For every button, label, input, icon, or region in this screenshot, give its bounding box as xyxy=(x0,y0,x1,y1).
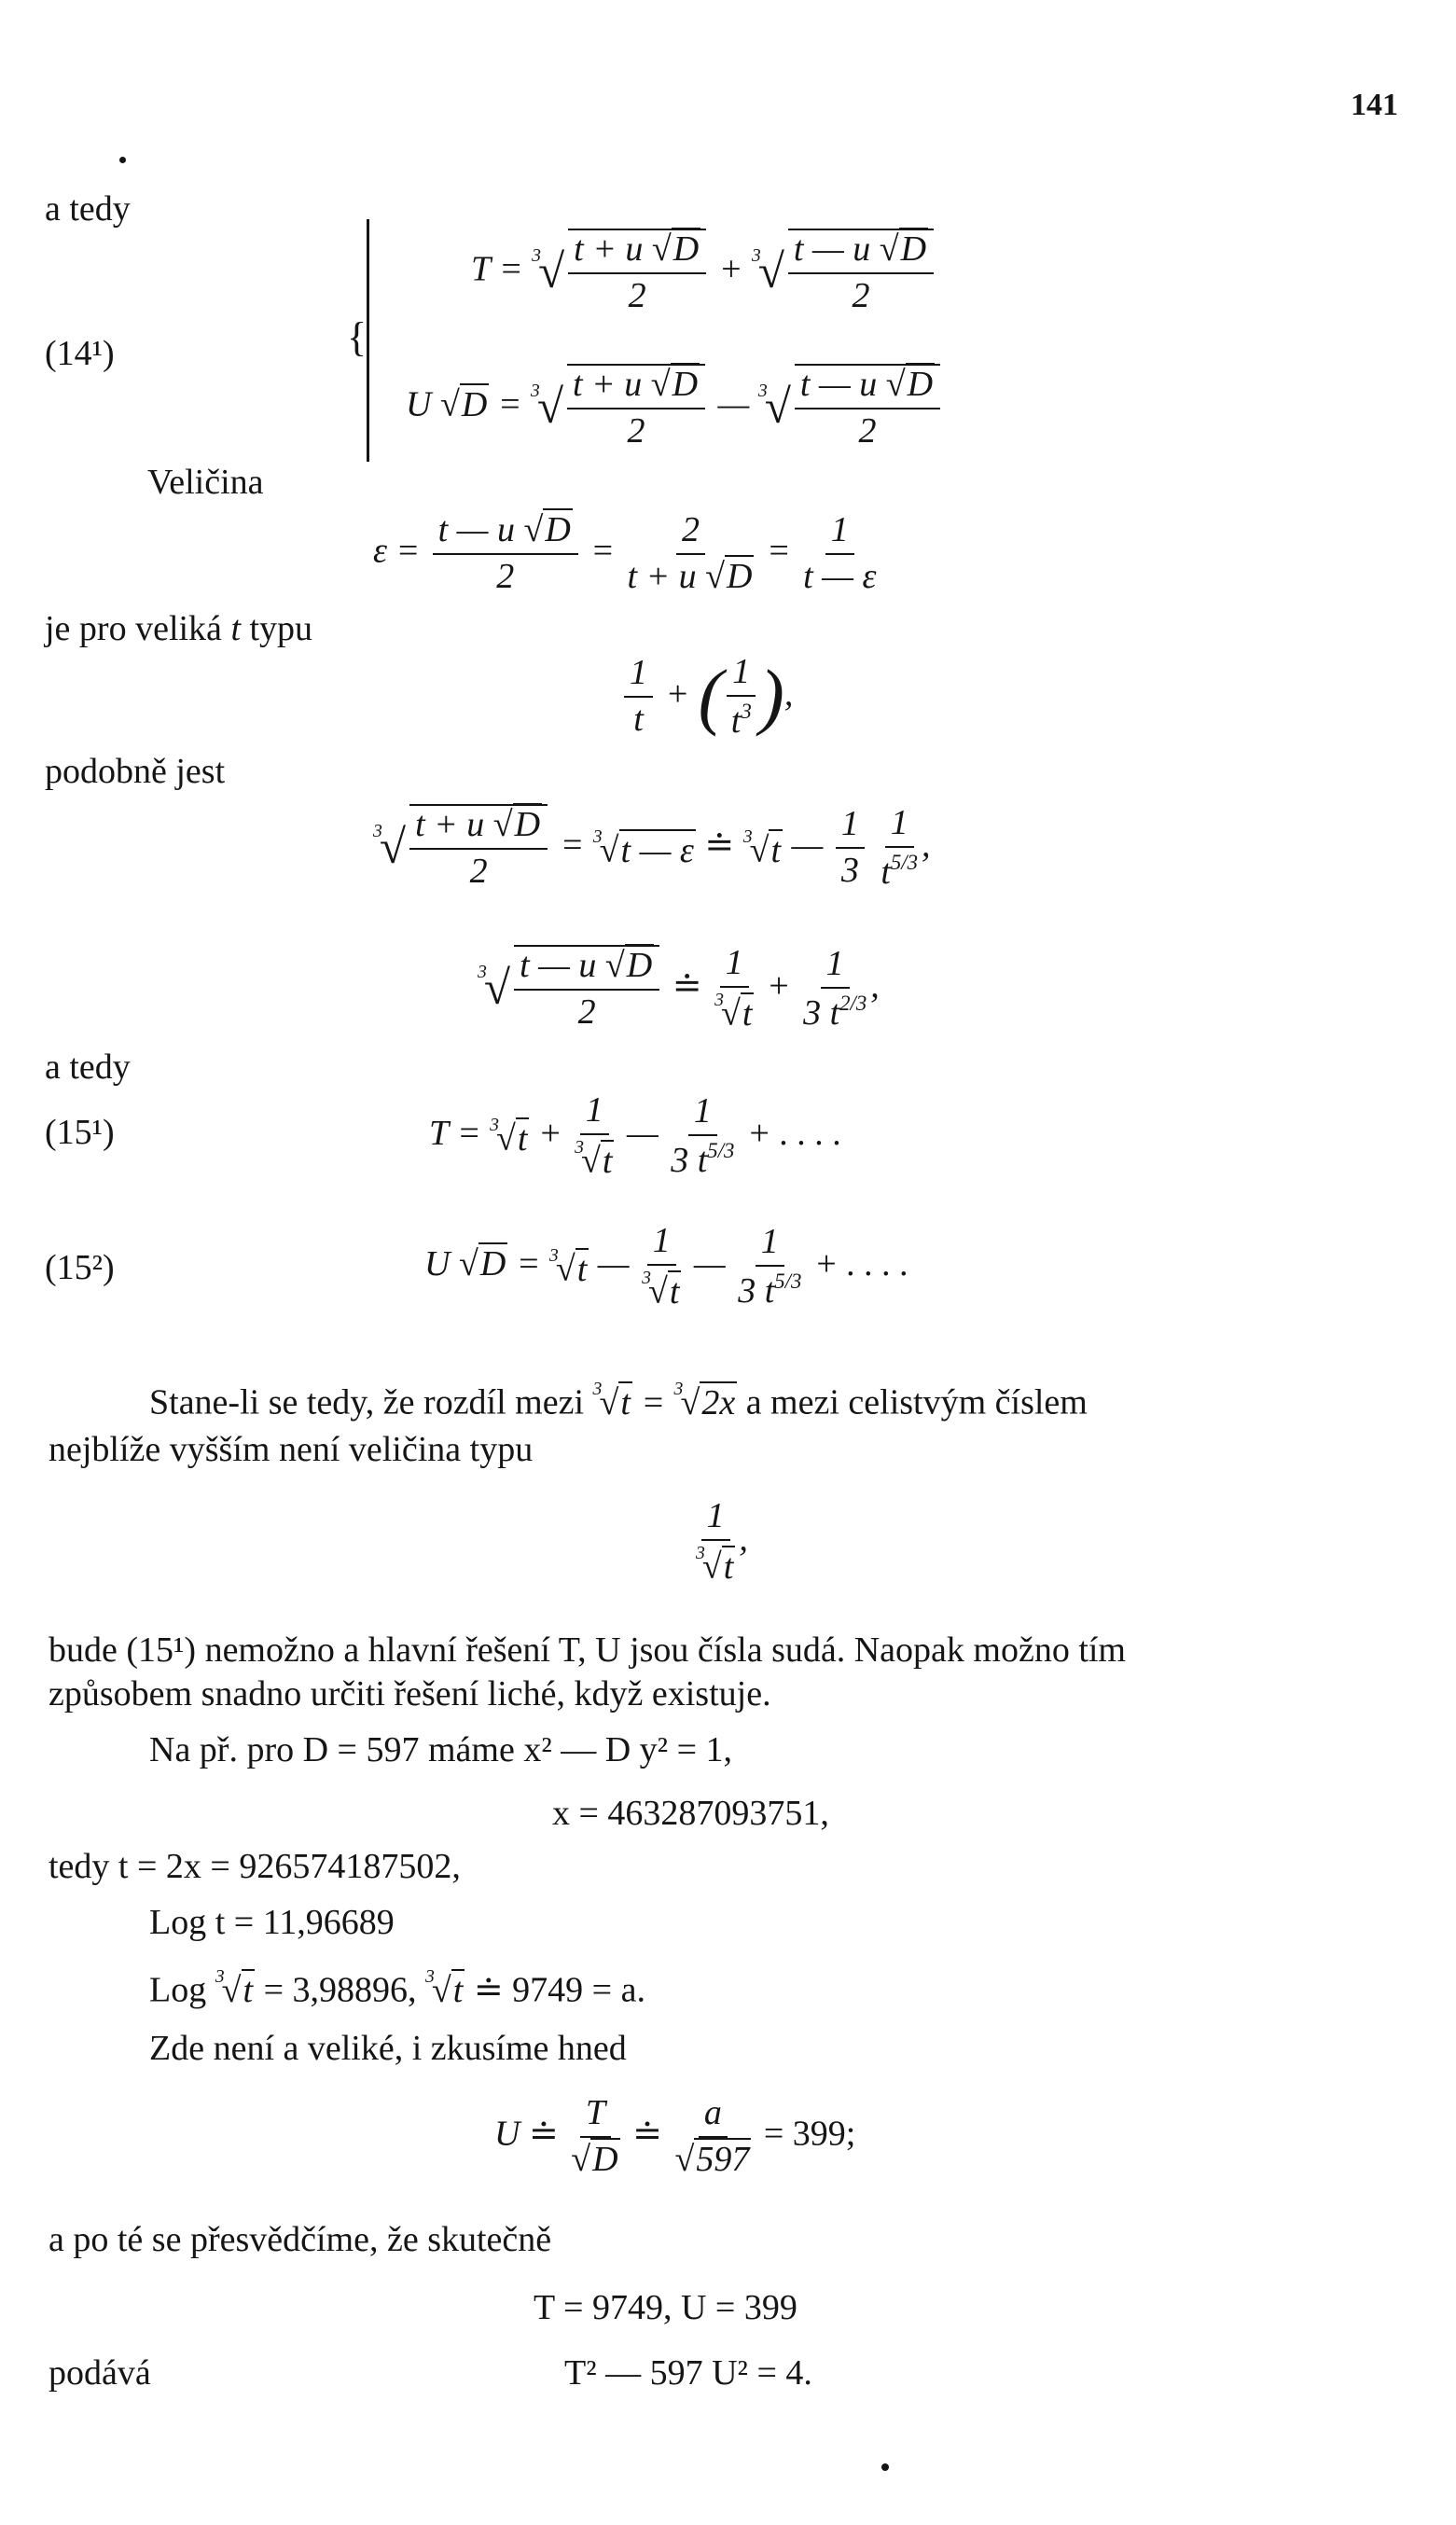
example-presvedcime: a po té se přesvědčíme, že skutečně xyxy=(49,2220,552,2259)
example-final: T² — 597 U² = 4. xyxy=(564,2353,812,2393)
example-line1: Na př. pro D = 597 máme x² — D y² = 1, xyxy=(149,1730,732,1769)
text-je-pro: je pro veliká t typu xyxy=(45,609,313,648)
system-brace-tip: { xyxy=(347,314,367,360)
label-a-tedy-2: a tedy xyxy=(45,1047,131,1087)
print-speck xyxy=(881,2463,889,2471)
equation-U-estimate: U ≐ $\frac{T}{√D}$ ≐ $\frac{a}{√597}$ = 399; xyxy=(494,2093,856,2179)
example-podava: podává xyxy=(49,2353,151,2393)
para1-line1: Stane-li se tedy, že rozdíl mezi $^3$√t = $^3$√2x a mezi celistvým číslem xyxy=(149,1379,1088,1422)
equation-15-2: U √D = $^3$√t — $\frac{1}{^3√t}$ — $\frac{1}{3 t^{5/3}}$ + . . . . xyxy=(424,1221,909,1311)
equation-14-T: T = $^3$√ $\frac{t + u √D}{2}$ + $^3$√ $\frac{t — u √D}{2}$ xyxy=(471,229,937,316)
equation-epsilon: ε = $\frac{t — u √D}{2}$ = $\frac{2}{t + u √D}$ = $\frac{1}{t — \varepsilon}$ xyxy=(373,510,877,596)
label-a-tedy: a tedy xyxy=(45,189,131,229)
para2-line1: bude (15¹) nemožno a hlavní řešení T, U jsou čísla sudá. Naopak možno tím xyxy=(49,1630,1126,1670)
para1-line2: nejblíže vyšším není veličina typu xyxy=(49,1430,534,1469)
equation-15-1: T = $^3$√t + $\frac{1}{^3√t}$ — $\frac{1}{3 t^{5/3}}$ + . . . . xyxy=(429,1090,842,1181)
label-podobne: podobně jest xyxy=(45,752,226,791)
page-number: 141 xyxy=(1351,88,1398,122)
equation-order: $\frac{1}{t}$ + ( $\frac{1}{t^3}$ ), xyxy=(620,653,793,741)
system-brace xyxy=(367,219,369,462)
print-speck xyxy=(119,157,126,163)
example-log-cbrt: Log $^3$√t = 3,98896, $^3$√t ≐ 9749 = a. xyxy=(149,1966,645,2010)
para2-line2: způsobem snadno určiti řešení liché, když existuje. xyxy=(49,1674,771,1713)
label-eq-15-2: (15²) xyxy=(45,1248,115,1287)
equation-cbrt-plus: $^3$√ $\frac{t + u √D}{2}$ = $^3$√t — ε ≐ $^3$√t — $\frac{1}{3}$ $\frac{1}{t^{5/3}}$ , xyxy=(373,803,931,892)
example-x-value: x = 463287093751, xyxy=(552,1794,829,1833)
label-eq-15-1: (15¹) xyxy=(45,1113,115,1152)
example-zde: Zde není a veliké, i zkusíme hned xyxy=(149,2029,627,2068)
equation-cbrt-minus: $^3$√ $\frac{t — u √D}{2}$ ≐ $\frac{1}{^3√t}$ + $\frac{1}{3 t^{2/3}}$ , xyxy=(478,943,880,1034)
label-velicina: Veličina xyxy=(147,463,264,502)
equation-14-U: U √D = $^3$√ $\frac{t + u √D}{2}$ — $^3$√ $\frac{t — u √D}{2}$ xyxy=(406,364,944,451)
equation-type: $\frac{1}{^3√t}$ , xyxy=(696,1496,748,1587)
label-eq-14: (14¹) xyxy=(45,334,115,373)
example-t-line: tedy t = 2x = 926574187502, xyxy=(49,1847,461,1886)
example-t-u: T = 9749, U = 399 xyxy=(534,2288,797,2327)
example-log-t: Log t = 11,96689 xyxy=(149,1903,395,1942)
